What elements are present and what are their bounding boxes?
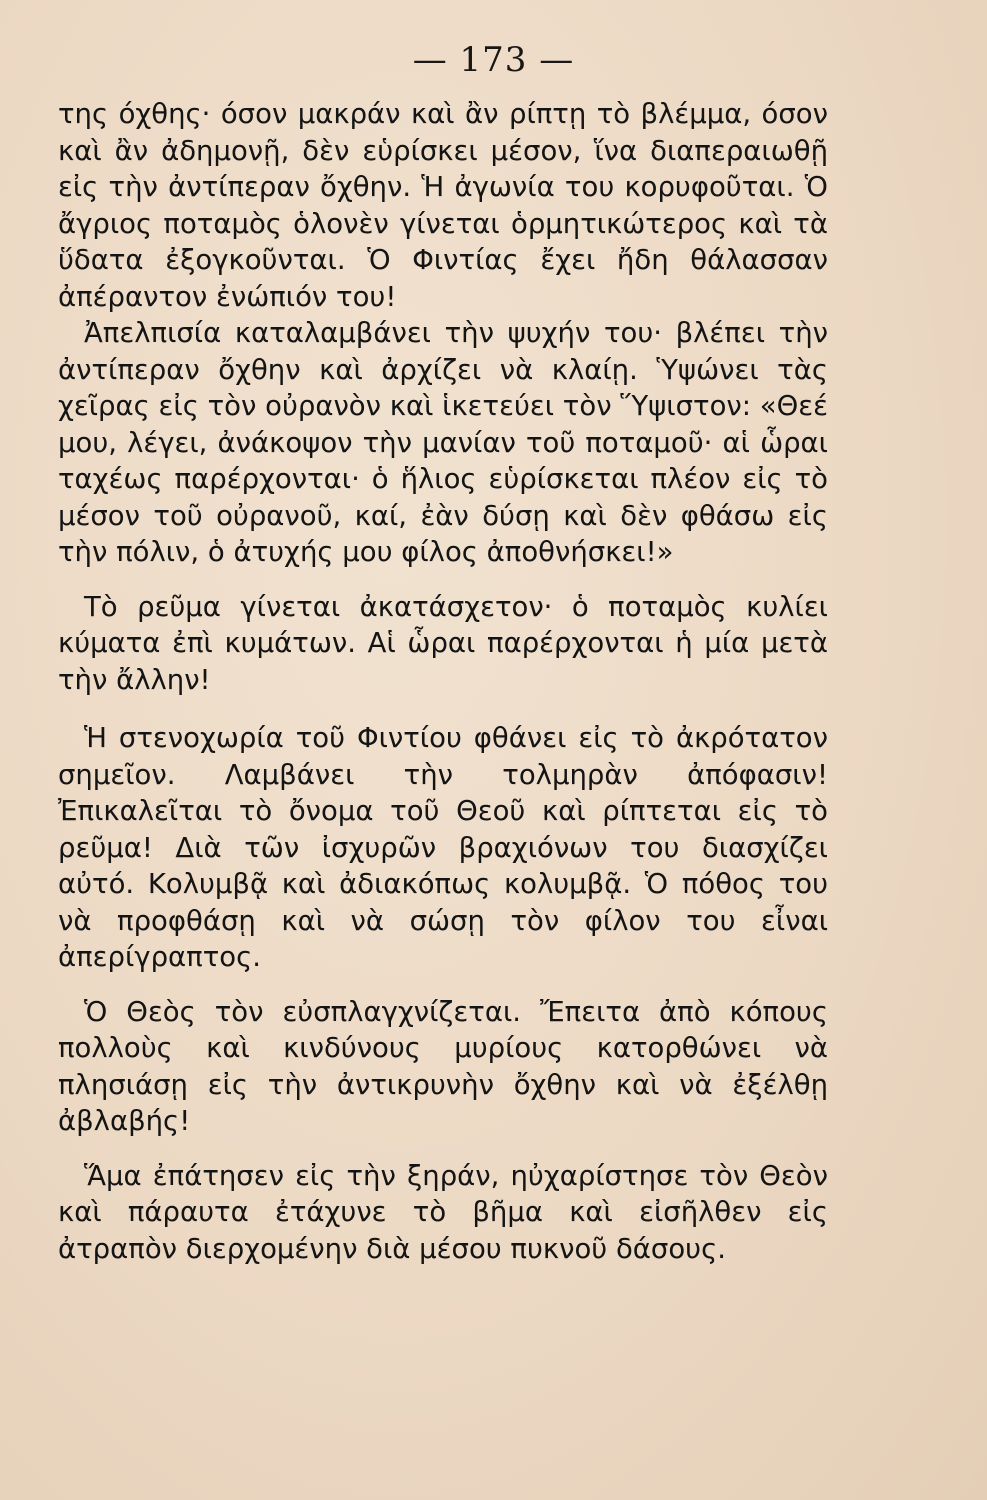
page-body <box>58 96 828 1267</box>
paragraph-5: Ὁ Θεὸς τὸν εὐσπλαγχνίζεται. Ἔπειτα ἀπὸ κόπους πολλοὺς καὶ κινδύνους μυρίους κατορθώνει νὰ πλησιάσῃ εἰς τὴν ἀντικρυνὴν ὄχθην καὶ νὰ ἐξέλθῃ ἀβλαβής! <box>58 995 828 1137</box>
paragraph-4: Ἡ στενοχωρία τοῦ Φιντίου φθάνει εἰς τὸ ἀκρότατον σημεῖον. Λαμβάνει τὴν τολμηρὰν ἀπόφασιν! Ἐπικαλεῖται τὸ ὄνομα τοῦ Θεοῦ καὶ ρίπτεται εἰς τὸ ρεῦμα! Διὰ τῶν ἰσχυρῶν βραχιόνων του διασχίζει αὐτό. Κολυμβᾷ καὶ ἀδιακόπως κολυμβᾷ. Ὁ πόθος του νὰ προφθάσῃ καὶ νὰ σώσῃ τὸν φίλον του εἶναι ἀπερίγραπτος. <box>58 722 828 973</box>
paragraph-2: Ἀπελπισία καταλαμβάνει τὴν ψυχήν του· βλέπει τὴν ἀντίπεραν ὄχθην καὶ ἀρχίζει νὰ κλαίῃ. Ὑψώνει τὰς χεῖρας εἰς τὸν οὐρανὸν καὶ ἱκετεύει τὸν Ὕψιστον: «Θεέ μου, λέγει, ἀνάκοψον τὴν μανίαν τοῦ ποταμοῦ· αἱ ὧραι ταχέως παρέρχονται· ὁ ἥλιος εὑρίσκεται πλέον εἰς τὸ μέσον τοῦ οὐρανοῦ, καί, ἐὰν δύσῃ καὶ δὲν φθάσω εἰς τὴν πόλιν, ὁ ἀτυχής μου φίλος ἀποθνήσκει!» <box>58 317 828 568</box>
paragraph-6: Ἅμα ἐπάτησεν εἰς τὴν ξηράν, ηὐχαρίστησε τὸν Θεὸν καὶ πάραυτα ἐτάχυνε τὸ βῆμα καὶ εἰσῆλθεν εἰς ἀτραπὸν διερχομένην διὰ μέσου πυκνοῦ δάσους. <box>58 1159 828 1265</box>
paragraph-1: της όχθης· όσον μακράν καὶ ἂν ρίπτῃ τὸ βλέμμα, όσον καὶ ἂν ἀδημονῇ, δὲν εὑρίσκει μέσον, ἵνα διαπεραιωθῇ εἰς τὴν ἀντίπεραν ὄχθην. Ἡ ἀγωνία του κορυφοῦται. Ὁ ἄγριος ποταμὸς ὁλονὲν γίνεται ὁρμητικώτερος καὶ τὰ ὕδατα ἐξογκοῦνται. Ὁ Φιντίας ἔχει ἤδη θάλασσαν ἀπέραντον ἐνώπιόν του! <box>58 98 828 313</box>
paragraph-3: Τὸ ρεῦμα γίνεται ἀκατάσχετον· ὁ ποταμὸς κυλίει κύματα ἐπὶ κυμάτων. Αἱ ὧραι παρέρχονται ἡ μία μετὰ τὴν ἄλλην! <box>58 590 828 696</box>
page-number: — 173 — <box>412 40 575 80</box>
